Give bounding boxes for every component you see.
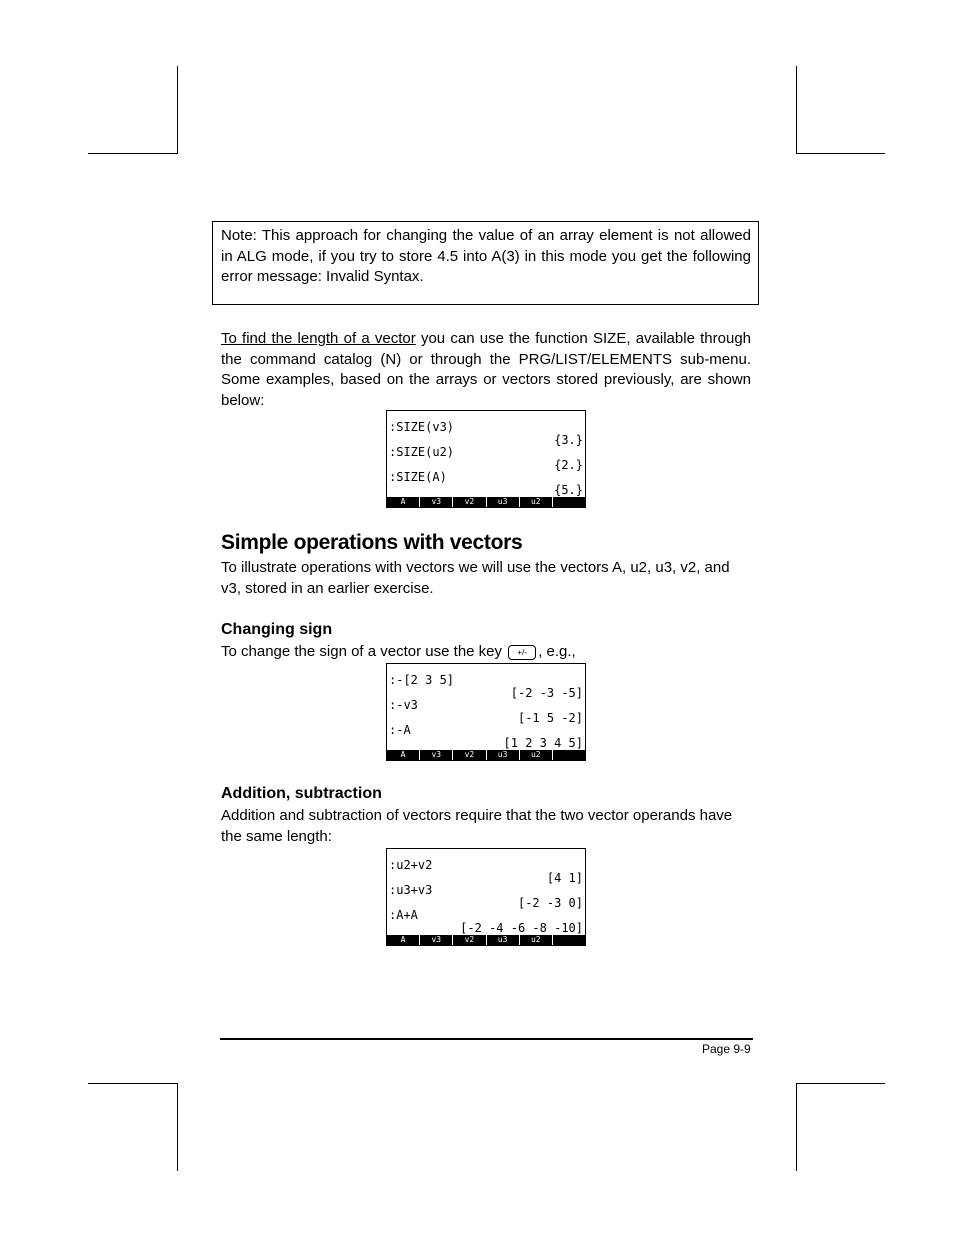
soft-menu-key: u2 (520, 935, 553, 945)
soft-menu-key: u3 (487, 750, 520, 760)
plus-minus-key-icon: +/- (508, 645, 536, 660)
screen-result: {2.} (554, 458, 583, 472)
soft-menu-key (553, 750, 585, 760)
screen-result: [-2 -3 -5] (510, 686, 583, 700)
soft-menu-key (553, 497, 585, 507)
soft-menu-key: u2 (520, 750, 553, 760)
screen-input: :SIZE(A) (389, 470, 447, 484)
soft-menu-bar (387, 497, 585, 507)
length-paragraph-text: you can use the function SIZE, available through the command catalog (N) or through the PRG/LIST/ELEMENTS sub-menu. Some examples, based on the arrays or vectors stored previously, are shown below: (221, 330, 752, 409)
changing-sign-text-before: To change the sign of a vector use the key (221, 643, 503, 660)
section-title: Simple operations with vectors (221, 531, 523, 554)
soft-menu-key: v3 (420, 750, 453, 760)
screen-input: :u3+v3 (389, 883, 433, 897)
screen-result: [4 1] (546, 871, 583, 885)
soft-menu-key: v3 (420, 935, 453, 945)
soft-menu-bar (387, 935, 585, 945)
screen-input: :SIZE(v3) (389, 420, 455, 434)
calculator-screen-negation (386, 663, 586, 761)
soft-menu-key: A (387, 497, 420, 507)
screen-input: :-v3 (389, 698, 418, 712)
screen-input: :SIZE(u2) (389, 445, 455, 459)
crop-mark (797, 153, 885, 154)
screen-result: [-2 -4 -6 -8 -10] (460, 921, 583, 935)
soft-menu-key: u2 (520, 497, 553, 507)
screen-result: {3.} (554, 433, 583, 447)
soft-menu-bar (387, 750, 585, 760)
crop-mark (177, 66, 178, 154)
screen-input: :-A (389, 723, 411, 737)
note-box (212, 221, 759, 305)
crop-mark (797, 1083, 885, 1084)
crop-mark (796, 1083, 797, 1171)
footer-rule (220, 1038, 753, 1040)
page-number: Page 9-9 (702, 1042, 751, 1056)
calculator-screen-size (386, 410, 586, 508)
soft-menu-key: v2 (453, 497, 486, 507)
soft-menu-key: v2 (453, 935, 486, 945)
screen-result: [-2 -3 0] (517, 896, 583, 910)
changing-sign-text (221, 642, 751, 663)
crop-mark (88, 1083, 177, 1084)
crop-mark (177, 1083, 178, 1171)
screen-input: :A+A (389, 908, 418, 922)
screen-result: [1 2 3 4 5] (503, 736, 583, 750)
subsection-title-addition: Addition, subtraction (221, 785, 382, 802)
subsection-title-changing-sign: Changing sign (221, 621, 333, 638)
changing-sign-text-after: , e.g., (538, 643, 576, 660)
soft-menu-key: u3 (487, 935, 520, 945)
soft-menu-key: A (387, 935, 420, 945)
soft-menu-key (553, 935, 585, 945)
addition-text: Addition and subtraction of vectors require that the two vector operands have the same length: (221, 807, 733, 845)
note-text: Note: This approach for changing the value of an array element is not allowed in ALG mode, if you try to store 4.5 into A(3) in this mode you get the following error message: Invalid Syntax. (221, 227, 751, 285)
soft-menu-key: A (387, 750, 420, 760)
screen-input: :-[2 3 5] (389, 673, 455, 687)
soft-menu-key: u3 (487, 497, 520, 507)
crop-mark (88, 153, 177, 154)
length-topic-link: To find the length of a vector (221, 330, 416, 347)
calculator-screen-addition (386, 848, 586, 946)
length-paragraph (221, 329, 751, 411)
screen-result: {5.} (554, 483, 583, 497)
section-intro: To illustrate operations with vectors we will use the vectors A, u2, u3, v2, and v3, stored in an earlier exercise. (221, 559, 730, 597)
soft-menu-key: v2 (453, 750, 486, 760)
screen-input: :u2+v2 (389, 858, 433, 872)
screen-result: [-1 5 -2] (517, 711, 583, 725)
soft-menu-key: v3 (420, 497, 453, 507)
crop-mark (796, 66, 797, 154)
